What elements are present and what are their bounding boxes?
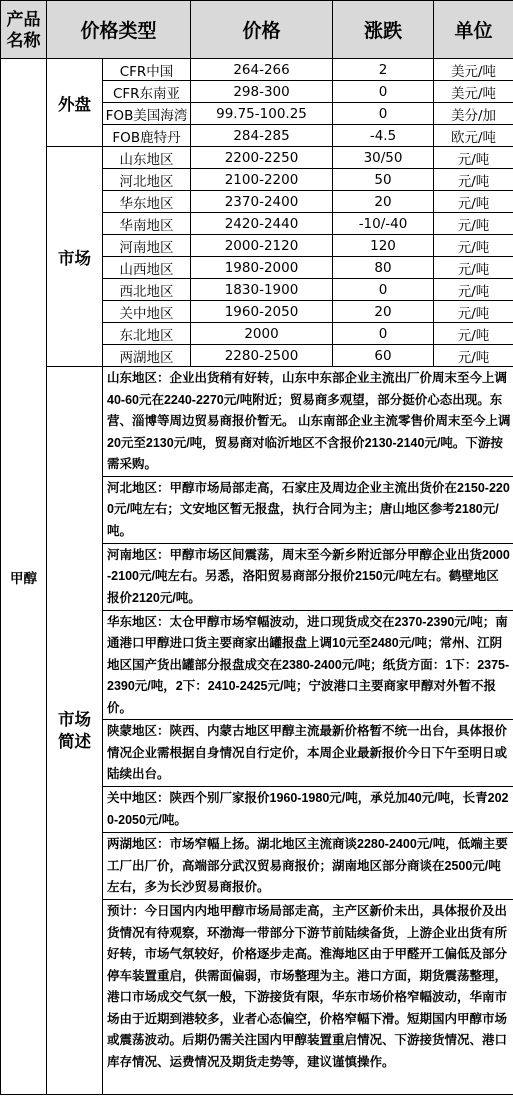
price-cell: 2420-2440 [191, 213, 333, 235]
header-row [1, 1, 513, 59]
unit-cell: 元/吨 [434, 257, 513, 279]
price-cell: 2370-2400 [191, 191, 333, 213]
unit-cell: 元/吨 [434, 191, 513, 213]
product-name-cell: 甲醇 [1, 59, 47, 1095]
summary-row [1, 367, 513, 477]
change-cell: 120 [333, 235, 434, 257]
unit-cell: 元/吨 [434, 235, 513, 257]
type-cell: FOB鹿特丹 [103, 125, 191, 147]
summary-label-text: 市场简述 [58, 710, 91, 751]
price-cell: 2280-2500 [191, 345, 333, 367]
unit-cell: 元/吨 [434, 279, 513, 301]
change-cell: 0 [333, 103, 434, 125]
unit-cell: 元/吨 [434, 213, 513, 235]
summary-paragraph: 两湖地区：市场窄幅上扬。湖北地区主流商谈2280-2400元/吨，低端主要工厂出厂价，高端部分武汉贸易商报价；湖南地区部分商谈在2500元/吨左右，多为长沙贸易商报价。 [103, 833, 513, 900]
change-cell: 0 [333, 323, 434, 345]
change-cell: 0 [333, 279, 434, 301]
change-cell: 30/50 [333, 147, 434, 169]
unit-cell: 元/吨 [434, 147, 513, 169]
type-cell: 山东地区 [103, 147, 191, 169]
change-cell: -4.5 [333, 125, 434, 147]
unit-cell: 元/吨 [434, 169, 513, 191]
type-cell: 河北地区 [103, 169, 191, 191]
price-cell: 2000 [191, 323, 333, 345]
type-cell: 华南地区 [103, 213, 191, 235]
header-price: 价格 [191, 1, 333, 59]
type-cell: 两湖地区 [103, 345, 191, 367]
summary-paragraph: 预计：今日国内内地甲醇市场局部走高，主产区新价未出，具体报价及出货情况有待观察，环渤海一带部分下游节前陆续备货，上游企业出货有所好转，市场气氛较好，价格逐步走高。淮海地区由于甲醛开工偏低及部分停车装置重启，供需面偏弱，市场整理为主。港口方面，期货震荡整理，港口市场成交气氛一般，下游接货有限，华东市场价格窄幅波动，华南市场由于近期到港较多，业者心态偏空，价格窄幅下滑。短期国内甲醇市场或震荡波动。后期仍需关注国内甲醇装置重启情况、下游接货情况、港口库存情况、运费情况及期货走势等，建议谨慎操作。 [103, 900, 513, 1095]
price-cell: 1830-1900 [191, 279, 333, 301]
table-row [1, 59, 513, 81]
summary-paragraph: 陕蒙地区：陕西、内蒙古地区甲醇主流最新价格暂不统一出台，具体报价情况企业需根据自身情况自行定价，本周企业最新报价今日下午至明日或陆续出台。 [103, 720, 513, 787]
change-cell: 2 [333, 59, 434, 81]
summary-paragraph: 山东地区：企业出货稍有好转，山东中东部企业主流出厂价周末至今上调40-60元在2240-2270元/吨附近；贸易商多观望，部分挺价心态出现。东营、淄博等周边贸易商报价暂无。 山东南部企业主流零售价周末至今上调20元至2130元/吨，贸易商对临沂地区不含报价2130-2140元/吨。下游按需采购。 [103, 367, 513, 477]
price-cell: 298-300 [191, 81, 333, 103]
summary-paragraph: 关中地区：陕西个别厂家报价1960-1980元/吨，承兑加40元/吨，长青2020-2050元/吨。 [103, 787, 513, 833]
price-cell: 1980-2000 [191, 257, 333, 279]
type-cell: 西北地区 [103, 279, 191, 301]
price-cell: 1960-2050 [191, 301, 333, 323]
type-cell: CFR东南亚 [103, 81, 191, 103]
type-cell: 关中地区 [103, 301, 191, 323]
header-product-name: 产品名称 [1, 1, 47, 59]
header-change: 涨跌 [333, 1, 434, 59]
price-cell: 284-285 [191, 125, 333, 147]
summary-paragraph: 河北地区：甲醇市场局部走高，石家庄及周边企业主流出货价在2150-2200元/吨左右；文安地区暂无报盘，执行合同为主；唐山地区参考2180元/吨。 [103, 476, 513, 543]
unit-cell: 美元/吨 [434, 59, 513, 81]
unit-cell: 元/吨 [434, 323, 513, 345]
change-cell: 60 [333, 345, 434, 367]
unit-cell: 元/吨 [434, 301, 513, 323]
change-cell: 50 [333, 169, 434, 191]
header-unit: 单位 [434, 1, 513, 59]
change-cell: 80 [333, 257, 434, 279]
price-cell: 2200-2250 [191, 147, 333, 169]
change-cell: -10/-40 [333, 213, 434, 235]
change-cell: 20 [333, 301, 434, 323]
unit-cell: 美元/吨 [434, 81, 513, 103]
table-row [1, 147, 513, 169]
unit-cell: 欧元/吨 [434, 125, 513, 147]
summary-paragraph: 河南地区：甲醇市场区间震荡，周末至今新乡附近部分甲醇企业出货2000-2100元/吨左右。另悉，洛阳贸易商部分报价2150元/吨左右。鹤壁地区报价2120元/吨。 [103, 543, 513, 610]
type-cell: 河南地区 [103, 235, 191, 257]
change-cell: 0 [333, 81, 434, 103]
price-cell: 99.75-100.25 [191, 103, 333, 125]
summary-paragraph: 华东地区：太仓甲醇市场窄幅波动，进口现货成交在2370-2390元/吨；南通港口甲醇进口货主要商家出罐报盘上调10元至2480元/吨；常州、江阴地区国产货出罐部分报盘成交在2380-2400元/吨；纸货方面：1下：2375-2390元/吨，2下：2410-2425元/吨；宁波港口主要商家甲醇对外暂不报价。 [103, 610, 513, 720]
type-cell: 山西地区 [103, 257, 191, 279]
unit-cell: 元/吨 [434, 345, 513, 367]
change-cell: 20 [333, 191, 434, 213]
header-price-type: 价格类型 [47, 1, 191, 59]
price-cell: 2000-2120 [191, 235, 333, 257]
type-cell: 东北地区 [103, 323, 191, 345]
market-label: 市场 [47, 147, 103, 367]
price-cell: 264-266 [191, 59, 333, 81]
type-cell: FOB美国海湾 [103, 103, 191, 125]
unit-cell: 美分/加 [434, 103, 513, 125]
price-cell: 2100-2200 [191, 169, 333, 191]
external-label: 外盘 [47, 59, 103, 147]
type-cell: 华东地区 [103, 191, 191, 213]
summary-label [47, 367, 103, 1095]
type-cell: CFR中国 [103, 59, 191, 81]
